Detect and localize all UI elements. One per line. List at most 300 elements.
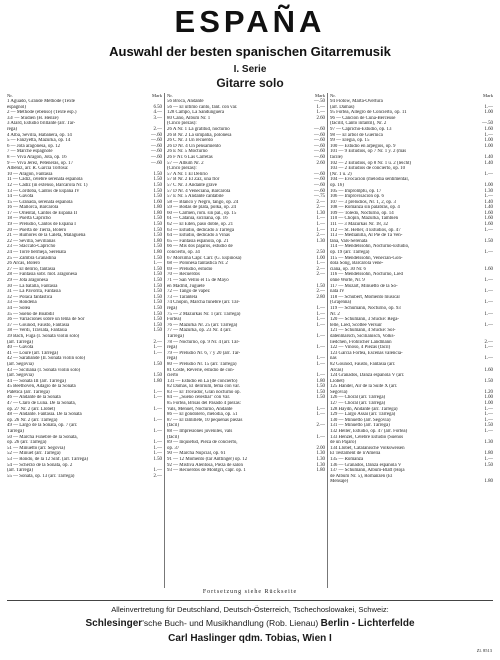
entry-price: 1.— (316, 373, 325, 379)
entry-price: 1.— (484, 311, 493, 317)
entry-title: nata IV (330, 289, 345, 295)
entry-price: 1.30 (484, 188, 493, 194)
entry-title: 127 — Choral (arr. Tárrega) (330, 401, 386, 407)
entry-title: 26 Arcas, Bolero (7, 261, 41, 267)
entry-price: 1.00 (484, 395, 493, 401)
entry-price: 1.— (484, 250, 493, 256)
entry-price: 1.— (484, 412, 493, 418)
entry-title: 116 — Mendelssohn, Nocturno, Lied (330, 272, 403, 278)
entry-title: facile) (330, 154, 343, 160)
entry-title: 31 — La Pavorita, Fantasía (7, 289, 61, 295)
entry-title: (Nr. 1 u. 2) (330, 171, 352, 177)
entry-price: 2.— (153, 473, 162, 479)
entry-title: Arcas) (330, 367, 344, 373)
entry-price: 1.— (153, 261, 162, 267)
entry-price: 1.— (316, 322, 325, 328)
entry-title: 66 — Mis dos pájaros, estudio de (167, 244, 233, 250)
entry-price: 1.50 (153, 373, 162, 379)
entry-title: de un Pájaro) (330, 440, 357, 446)
entry-price: 1.00 (484, 401, 493, 407)
entry-price: 1.50 (153, 222, 162, 228)
entry-price: 1.— (484, 227, 493, 233)
entry-title: Llobet) (330, 378, 345, 384)
entry-title: nas (330, 356, 337, 362)
entry-price: 2.— (316, 199, 325, 205)
entry-title: 52 — Minuet (arr. Tárrega) (7, 451, 61, 457)
column-rows (167, 99, 325, 474)
entry-price: 1.30 (316, 210, 325, 216)
entry-price: —.60 (313, 138, 325, 144)
entry-title: 56 — El último canto, fant. con var. (167, 104, 238, 110)
entry-price: 1.50 (153, 278, 162, 283)
entry-title: 91 — 12 Momento (tar Anttinger) op. 12 (167, 457, 248, 462)
entry-price: 2.— (316, 233, 325, 239)
column-header-number: Nr. (167, 93, 173, 98)
column-rows (330, 99, 493, 485)
entry-price: 1.00 (484, 182, 493, 188)
entry-title: 82 Damas, El delirium, tema con var. (167, 384, 240, 390)
entry-title: 99 — Elegía, op. 15 (330, 138, 370, 144)
entry-title: 68 — Polonesa fantástica Nr. 2 (167, 261, 228, 267)
publisher-rest: 'sche Buch- und Musikhandlung (Rob. Lienau) (142, 618, 319, 628)
entry-price: 1.40 (484, 154, 493, 160)
entry-title: Albéniz, arr. R. García Tortosa: (7, 166, 69, 172)
entry-title: 54 — Scherzo de la Sonata, op. 2 (7, 462, 73, 468)
catalog-entry (7, 474, 162, 480)
entry-title: espagnol) (7, 104, 27, 110)
entry-price: 1.80 (153, 210, 162, 216)
column-header-price: Mark (315, 93, 325, 98)
entry-title: 104 — Evocación (melodía sentimental, (330, 177, 409, 183)
entry-title: Segovia) (330, 389, 348, 395)
entry-title: 28 — Fantasía sobr. mot. aragonesa (7, 272, 77, 278)
entry-title: El Testament de n'Amelia (330, 451, 381, 457)
entry-title: dola Song, Barcarola vene- (330, 261, 384, 267)
entry-title: 85 Fortea, Brisas del Pasado 4 piezas: (167, 401, 242, 407)
entry-price: 1.50 (153, 328, 162, 334)
entry-title: 22 — Sevilla, Sevillanas (7, 238, 56, 244)
entry-price: 1.30 (316, 238, 325, 244)
entry-title: rega) (7, 126, 18, 132)
entry-title: 131 — Estudio en La (de concierto) (167, 378, 238, 384)
entry-price: 1.— (316, 305, 325, 311)
entry-price: 2.— (316, 423, 325, 429)
entry-title: 4 Alba, Sevilla, Habanera, op. 14 (7, 132, 72, 138)
entry-price: 1.— (484, 104, 493, 110)
entry-price: 1.— (153, 429, 162, 435)
entry-price: —.75 (313, 194, 325, 200)
entry-title: datenmarsch, Sicilianisch, Volks- (330, 333, 396, 339)
footer-representation: Alleinvertretung für Deutschland, Deutsch-Österreich, Tschechoslowakei, Schweiz: (111, 605, 389, 614)
entry-price: 2.— (153, 126, 162, 132)
entry-title: 128 Haydn, Andante (arr. Tárrega) (330, 406, 398, 412)
plate-number: Zl. 8513 (476, 648, 492, 653)
entry-price: —.60 (313, 182, 325, 188)
entry-price: 1.— (484, 406, 493, 412)
column-divider (164, 93, 165, 588)
entry-price: 1.— (153, 345, 162, 351)
entry-title: 37 — Gounod, Fausto, Fantasía (7, 322, 70, 328)
entry-title: 26 A Nr. 1 La gratitud, nocturno (167, 126, 230, 132)
entry-price: 1.— (153, 406, 162, 412)
entry-title: 47 — Claro de Luna. De la Sonata, (7, 401, 76, 407)
entry-title: 83 — El Trovador, Gran nocturno op. (167, 389, 241, 395)
entry-title: op. 19 (arr. Tárrega) (330, 250, 370, 256)
entry-price: 1.— (484, 429, 493, 435)
entry-title: 72 — Tango de vapez (167, 289, 210, 295)
entry-title: 20 — Puerta de Tierra, Bolero (7, 227, 67, 233)
entry-price: 1.— (484, 289, 493, 295)
entry-price: 1.50 (316, 389, 325, 395)
entry-price: —.60 (150, 160, 162, 166)
catalog-column-2 (167, 93, 325, 588)
entry-title: 10 — Aragón, Fantasía (7, 171, 53, 177)
catalog-entry (167, 468, 325, 474)
entry-title: 64 — Estudio, dedicado a Viñas (167, 233, 230, 239)
entry-title: 133 Henzel, Célebre Estudio (Sueños (330, 434, 404, 440)
entry-price: 1.— (153, 440, 162, 446)
entry-title: 8 — Viva Aragon, Jota, op. 16 (7, 154, 67, 160)
entry-title: 74 Chopin, Marcha fúnebre (arr. Tár- (167, 300, 240, 306)
entry-price: —.60 (150, 138, 162, 144)
entry-title: de Album Nr. 5), Romanzen (El (330, 473, 393, 479)
entry-price: 1.60 (484, 210, 493, 216)
entry-price: 1.50 (316, 395, 325, 401)
entry-title: 16 — Mallorca, Barcarola (7, 205, 59, 211)
entry-price: 1.50 (153, 244, 162, 250)
entry-price: —.60 (313, 177, 325, 183)
entry-price: 6.50 (153, 104, 162, 110)
entry-price: 1.— (153, 395, 162, 401)
entry-price: 1.— (153, 445, 162, 451)
entry-price: —.50 (481, 121, 493, 127)
entry-title: (arr. Tárrega) (7, 468, 33, 474)
entry-title: 21 — Rumores de la Caleta, Malagueña (7, 233, 86, 239)
entry-title: 136 — Granados, Danza española V (330, 462, 402, 468)
entry-title: 57 B Nr. 2 El Zaz, una flor (167, 177, 220, 183)
entry-title: 96 — Canción de Cuna-Berceuse (330, 115, 396, 121)
entry-price: 2.50 (316, 250, 325, 256)
entry-title: 84 — „Sueño celestial" con Var. (167, 395, 231, 401)
entry-price: 1.60 (484, 222, 493, 228)
entry-title: Tárrega) (7, 429, 24, 435)
entry-price: 1.80 (153, 378, 162, 384)
entry-price: 1.— (316, 261, 325, 267)
entry-price: 1.50 (153, 255, 162, 261)
entry-title: 109 — Toledo, Nocturno, op. 14 (330, 210, 394, 216)
entry-title: concierto, op. 34 (167, 250, 200, 256)
entry-price: 1.— (484, 345, 493, 351)
entry-price: 1.— (316, 356, 325, 362)
entry-title: 15 — Granada, serenata española (7, 199, 73, 205)
entry-title: 121 — Schumann, 4 Stücke: Sol- (330, 328, 396, 334)
entry-price: 1.50 (153, 188, 162, 194)
entry-title: (facilit, Canto infantil), Nr. 2 (330, 121, 387, 127)
entry-price: 1.00 (484, 143, 493, 149)
entry-title: 1 Aguado, Grande Méthode (Texte (7, 99, 75, 104)
entry-title: 45 Beethoven, Adagio de la Sonata (7, 384, 76, 390)
column-header-number: Nr. (330, 93, 336, 98)
entry-title: 34 — Soleá (7, 305, 31, 311)
entry-price: 1.30 (484, 440, 493, 446)
entry-price: 1.20 (484, 389, 493, 395)
entry-price: 1.50 (153, 227, 162, 233)
entry-price: 2.— (484, 339, 493, 345)
entry-title: 55 — Sonata, op. 13 (arr. Tárrega) (7, 473, 75, 479)
entry-price: 1.60 (484, 126, 493, 132)
entry-price: 1.50 (153, 457, 162, 462)
entry-title: Patética (arr. Tárrega) (7, 389, 50, 395)
entry-price: 1.50 (153, 177, 162, 183)
entry-title: 48 — Andante. Fantasía. De la Sonata (7, 412, 82, 418)
entry-title: 77 — Mazurka, op. 23 Nr. 4 (arr. (167, 328, 232, 334)
entry-price: 1.50 (153, 361, 162, 367)
entry-title: tana, Vals-Serenata (330, 238, 368, 244)
entry-title: liedchen, Fröhlicher Landmann (330, 339, 392, 345)
catalog-entry (330, 479, 493, 485)
entry-price: 1.00 (484, 110, 493, 116)
entry-title: 5 — Fanzyetta, Mazurka, op. 14 (7, 138, 71, 144)
entry-title: 50 — Marcha Fúnebre de la Sonata, (7, 434, 78, 440)
entry-title: 60 — Carmen, rom. sin pal., op. 15 (167, 210, 237, 216)
entry-title: 26 E Nr. 5 Mocturno (167, 149, 208, 155)
entry-title: 123 García Fortea, Escenas valencia- (330, 350, 403, 356)
entry-title: 39 Bach, Fuga (I. Sonata violín solo) (7, 333, 80, 339)
entry-title: rega) (167, 356, 178, 362)
continuation-note: Fortsetzung siehe Rückseite (202, 589, 298, 595)
entry-title: 2 — Méthode (ebenso) (Texte esp.) (7, 110, 77, 116)
entry-price: 1.— (316, 110, 325, 116)
entry-price: —.60 (150, 149, 162, 155)
entry-price: 1.— (153, 468, 162, 474)
entry-title: 40 — Gavota (7, 345, 34, 351)
entry-title: 87 — El ramillete, 10 pequeñas piezas (167, 417, 243, 423)
entry-title: 13 — Córdoba, Cantos de España IV (7, 188, 80, 194)
entry-title: 90 — Marcha Nupcial, op. 61 (167, 451, 226, 457)
entry-title: 129 — Largo Assai (arr. Tárrega) (330, 412, 396, 418)
entry-title: 122 — Vinoso, 4 Piezas (fácil) (330, 345, 391, 351)
entry-title: 89 — Inquietud, Pieza de concierto, (167, 440, 238, 446)
entry-price: 1.80 (153, 205, 162, 211)
entry-title: rega) (167, 305, 178, 311)
entry-price: 1.— (316, 406, 325, 412)
entry-title: 97 — Capricho-Estudio, op. 13 (330, 126, 392, 132)
entry-title: rega) (167, 345, 178, 351)
entry-title: (arr. Segovia) (7, 373, 34, 379)
entry-price: 2.80 (316, 294, 325, 300)
entry-price: 1.50 (153, 272, 162, 278)
entry-price: 1.60 (484, 367, 493, 373)
entry-title: 105 — Impromptu, op. 17 (330, 188, 382, 194)
entry-title: 137 — Schumann, Album-Blatt (Hoja (330, 468, 405, 474)
entry-title: 110 — Chopin, Mazurka, También (330, 216, 399, 222)
page-subtitle: Auswahl der besten spanischen Gitarremusik (109, 44, 391, 59)
entry-price: —.60 (313, 171, 325, 177)
entry-title: 115 — Mendelssohn, Venecian-Gon- (330, 255, 403, 261)
entry-price: 1.40 (484, 160, 493, 166)
entry-title: 29 — Jota aragonesa (7, 278, 48, 283)
entry-price: 2.— (316, 289, 325, 295)
entry-title: telle, Lied, Scottee Versuir (330, 322, 382, 328)
entry-title: 125 Handel, Air de la Suite X (arr. (330, 384, 398, 390)
column-divider (327, 93, 328, 588)
entry-title: 57 — Album Nr. 2 (167, 160, 204, 166)
entry-title: (Grajenna) (330, 300, 352, 306)
entry-title: 130 — Minuetto (arr. Segovia) (330, 417, 391, 423)
entry-price: 3.— (153, 115, 162, 121)
entry-price: 1.50 (484, 238, 493, 244)
entry-title: 41 — Loure (arr. Tárrega) (7, 350, 59, 356)
entry-title: op. 37 (167, 445, 180, 451)
entry-price: 1.— (316, 317, 325, 323)
entry-title: 134 Llobet, Catalanische Volksweisen (330, 445, 405, 451)
entry-price: 1.— (484, 132, 493, 138)
entry-price: 1.50 (484, 462, 493, 468)
entry-price: 1.00 (316, 255, 325, 261)
entry-title: 44 — Sonata III (arr. Tárrega) (7, 378, 66, 384)
entry-price: 1.80 (153, 238, 162, 244)
entry-price: 1.40 (484, 199, 493, 205)
entry-title: 119 — Schumann, Nocturno, op. 93 (330, 305, 401, 311)
entry-title: 49 — Largo de la Sonata, op. 7 (arr. (7, 423, 78, 429)
entry-title: 78 — Nocturno, op. 9 Nr. 4 (arr. Tár- (167, 339, 240, 345)
entry-title: (Cinco piezas): (167, 166, 197, 172)
entry-price: 1.— (316, 227, 325, 233)
entry-price: —.60 (313, 143, 325, 149)
footer-vienna-agent: Carl Haslinger qdm. Tobias, Wien I (168, 633, 332, 644)
entry-price: 1.— (316, 104, 325, 110)
entry-title: 82 Gounod, Fausto, Fantasía (arr. (330, 361, 396, 367)
entry-title: cierto (167, 373, 179, 379)
entry-price: 1.60 (153, 199, 162, 205)
entry-title: 114 — Mendelssohn, Nocturno-Estudio, (330, 244, 410, 250)
entry-price: 1.— (153, 350, 162, 356)
entry-price: 1.— (484, 322, 493, 328)
entry-title: 131 — Minuetto (arr. Tárrega) (330, 423, 390, 429)
entry-title: 65 — Fantasía española, op. 21 (167, 238, 229, 244)
entry-price: —.60 (313, 132, 325, 138)
entry-price: 1.— (484, 278, 493, 283)
entry-title: 86 — El gondolero, melodía, op. 51 (167, 412, 238, 418)
entry-title: 14 — Gavota (7, 194, 34, 200)
entry-title: Tárrega) (167, 333, 184, 339)
entry-title: 12 — Cádiz (in extenso, Barcarola Nr. 1) (7, 182, 88, 188)
entry-title: 6 — Jota aragonesa, op. 12 (7, 143, 61, 149)
entry-price: 1.60 (484, 266, 493, 272)
entry-title: Fortea) (167, 317, 182, 323)
entry-price: 1.— (153, 451, 162, 457)
column-header-price: Mark (483, 93, 493, 98)
entry-title: 58 — Blanco y Negro, tango, op. 24 (167, 199, 239, 205)
entry-price: 2.00 (316, 445, 325, 451)
entry-price: 4.— (153, 110, 162, 116)
entry-price: 1.50 (153, 216, 162, 222)
entry-title: 92 — Mistiva Alentosa, Pieza de salon (167, 462, 243, 468)
entry-title: 61 — Catania, siciliana, op. 16 (167, 216, 228, 222)
entry-title: 30 — La batalla, Fantasía (7, 283, 58, 289)
entry-title: 57 C Nr. 3 Andante grave (167, 182, 217, 188)
entry-title: 75 — 2 Mazurkas Nr. 1 (arr. Tárrega) (167, 311, 241, 317)
entry-price: 1.50 (153, 283, 162, 289)
catalog-column-3 (330, 93, 493, 588)
entry-price: 2.— (316, 272, 325, 278)
entry-title: op. 26 Nr. 2 (arr. Tárrega) (7, 417, 58, 423)
entry-price: —.60 (313, 154, 325, 160)
entry-price: —.60 (313, 126, 325, 132)
entry-title: 103 — 2 Estudios de concierto, op. 10 (330, 166, 406, 172)
entry-title: 101 — 9 Estudios, op 7 Nr. 1 y. 2 (más (330, 149, 407, 155)
entry-title: en Madrid, Juguete (167, 283, 205, 289)
entry-title: 62 — El Eden, paso doble, op. 21 (167, 222, 234, 228)
entry-title: 93 — Recuerdos de Montgri, capr. op. 1 (167, 468, 246, 474)
entry-title: 51 — Minuetto (arr. Segovia) (7, 445, 65, 451)
entry-title: 113 — Medianilla, Al Pie de Ta Ven- (330, 233, 403, 239)
entry-title: 25 — Zambra Granadina (7, 255, 57, 261)
entry-price: 1.50 (153, 266, 162, 272)
entry-price: 2.— (316, 205, 325, 211)
entry-price: —.60 (313, 188, 325, 194)
entry-price: 1.80 (316, 468, 325, 474)
entry-title: 71 — San Vellio el 15 de Mayo (167, 278, 229, 283)
entry-title: 36 — Variaciones sobre un tema de Sor (7, 317, 85, 323)
entry-title: 112 — St. Heller, 4 Estudios, op. 47 (330, 227, 401, 233)
entry-price: 1.80 (484, 451, 493, 457)
entry-price: 1.— (316, 216, 325, 222)
entry-title: 94 Flotow, Marta-Overtura (330, 99, 383, 104)
entry-price: —.60 (150, 143, 162, 149)
entry-price: 1.50 (153, 300, 162, 306)
entry-price: 1.— (484, 356, 493, 362)
entry-price: 1.30 (316, 451, 325, 457)
entry-title: 120 — Schumann, 3 Stücke: Rega- (330, 317, 400, 323)
column-header-number: Nr. (7, 93, 13, 98)
entry-price: 1.— (484, 194, 493, 200)
catalog-column-1 (7, 93, 162, 588)
entry-price: 1.50 (484, 378, 493, 384)
entry-price: 1.80 (316, 378, 325, 384)
entry-title: 88 — Impresiones juveniles, vals (167, 429, 233, 435)
entry-title: 33/ — Studien (H. Henze) (7, 115, 59, 121)
entry-title: 33 — Rondeña (7, 300, 37, 306)
entry-price: 1.50 (153, 294, 162, 300)
entry-price: 1.50 (153, 322, 162, 328)
entry-title: 102 — 2 Estudios, op 8 Nr. 1 u. 2 (leicht) (330, 160, 412, 166)
entry-title: (arr. Damas) (330, 104, 355, 110)
entry-price: 1.50 (153, 317, 162, 323)
entry-price: 1.— (316, 434, 325, 440)
entry-title: 111 — 3 Mazurkas Nr. 18, 32 (330, 222, 389, 228)
entry-title: 7 — Marche espagnole (7, 149, 53, 155)
entry-title: 23 — Staccato-Capricho (7, 244, 56, 250)
entry-title: 124 Granados, Danza española V (arr. (330, 373, 405, 379)
entry-title: 70 — Recuerdos (167, 272, 200, 278)
entry-price: —.60 (150, 132, 162, 138)
entry-title: op. 27 Nr. 2 (arr. Llobet) (7, 406, 56, 412)
entry-title: (facil) (167, 434, 179, 440)
column-rows (7, 99, 162, 479)
entry-title: ciana, op. 30 Nr. 6 (330, 266, 366, 272)
page-title: ESPAÑA (174, 4, 326, 39)
entry-title: 135 — Romanza (330, 457, 364, 462)
entry-title: 67 Morsima Capr. Carr. (G. Espinosa) (167, 255, 242, 261)
entry-title: 128 Campo, La Sandunguera (167, 110, 225, 116)
entry-price: 2.— (153, 339, 162, 345)
entry-title: 132 Heller, Estudio, op. 47 (arr. Fortea) (330, 429, 408, 435)
entry-title: 53 — Rondo, de la 12 Sinf. (arr. Tárrega) (7, 457, 88, 462)
entry-title: 57 A Nr. 1 El Delirio (167, 171, 208, 177)
entry-title: Nr. 2 (330, 311, 340, 317)
entry-title: 98 — El árbol de Guernica (330, 132, 383, 138)
